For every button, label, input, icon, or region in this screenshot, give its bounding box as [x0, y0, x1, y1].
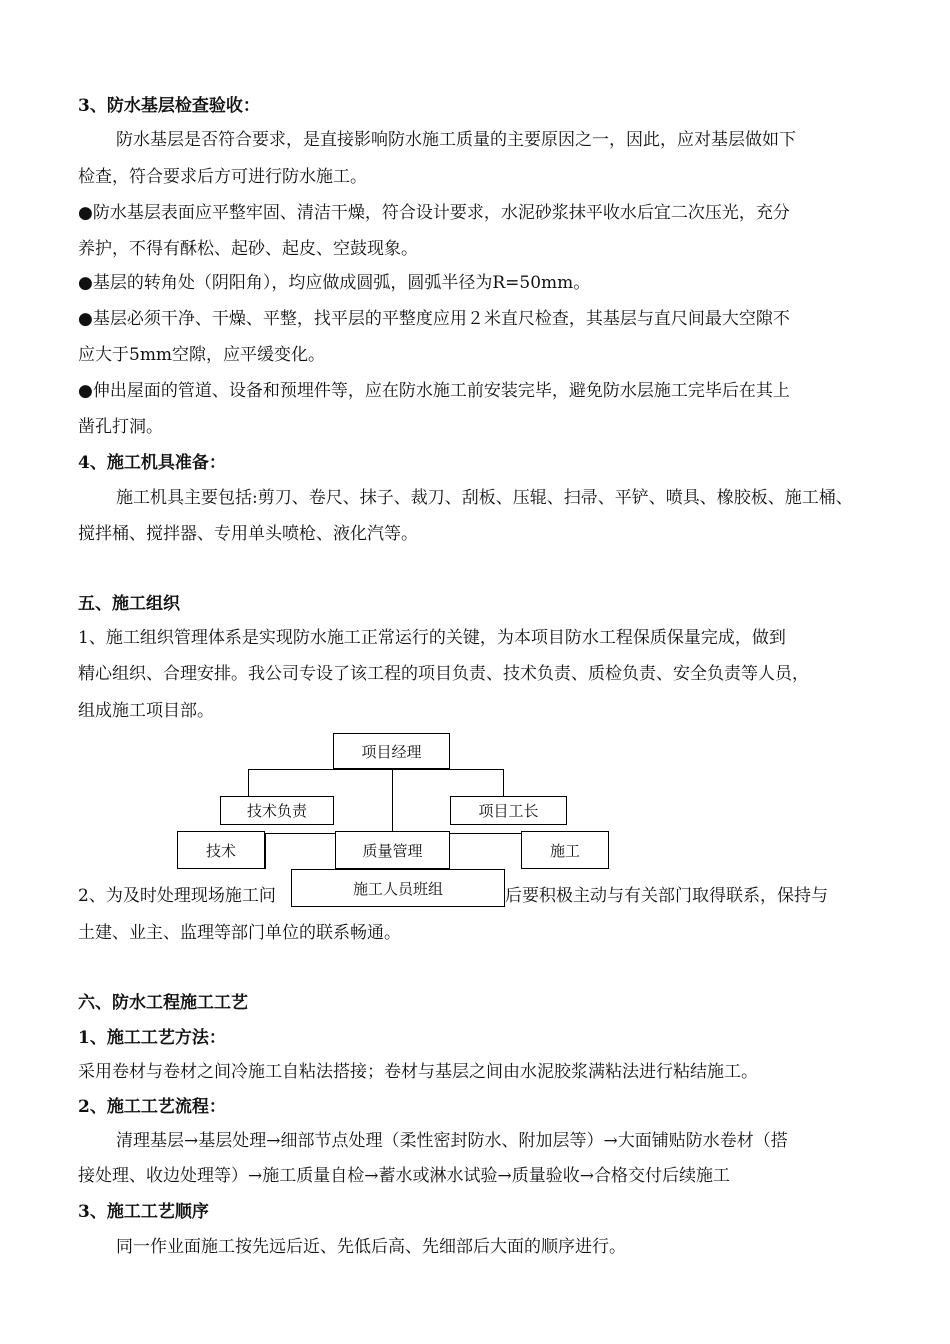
connector-left-drop: [265, 833, 266, 869]
part-5-para-2-right: 后要积极主动与有关部门取得联系，保持与: [505, 886, 828, 906]
section-3-heading: 3、防水基层检查验收：: [78, 96, 260, 116]
bullet-1-line-2: 养护，不得有酥松、起砂、起皮、空鼓现象。: [78, 239, 418, 259]
bullet-4-line-1: ●伸出屋面的管道、设备和预埋件等，应在防水施工前安装完毕，避免防水层施工完毕后在其上: [78, 381, 790, 401]
part-5-heading: 五、施工组织: [78, 594, 180, 614]
part-6-s3-heading: 3、施工工艺顺序: [78, 1202, 209, 1222]
part-5-para-1-line-2: 精心组织、合理安排。我公司专设了该工程的项目负责、技术负责、质检负责、安全负责等人员，: [78, 664, 809, 684]
box-project-manager: 项目经理: [333, 733, 450, 769]
section-3-intro-line-2: 检查，符合要求后方可进行防水施工。: [78, 167, 367, 187]
part-6-s1-text: 采用卷材与卷材之间冷施工自粘法搭接；卷材与基层之间由水泥胶浆满粘法进行粘结施工。: [78, 1062, 758, 1082]
connector-manager-down: [392, 769, 393, 799]
box-quality: 质量管理: [335, 831, 450, 869]
box-tech: 技术: [177, 831, 265, 869]
part-5-para-2-line-2: 土建、业主、监理等部门单位的联系畅通。: [78, 923, 401, 943]
bullet-3-line-2: 应大于5mm空隙，应平缓变化。: [78, 345, 326, 365]
part-6-s1-heading: 1、施工工艺方法：: [78, 1028, 226, 1048]
part-5-para-1-line-1: 1、施工组织管理体系是实现防水施工正常运行的关键，为本项目防水工程保质保量完成，做到: [78, 628, 786, 648]
part-6-s2-heading: 2、施工工艺流程：: [78, 1097, 226, 1117]
bullet-4-line-2: 凿孔打洞。: [78, 417, 163, 437]
part-5-para-2-left: 2、为及时处理现场施工问: [78, 886, 276, 906]
section-4-line-2: 搅拌桶、搅拌器、专用单头喷枪、液化汽等。: [78, 524, 418, 544]
part-6-s2-line-1: 清理基层→基层处理→细部节点处理（柔性密封防水、附加层等）→大面铺贴防水卷材（搭: [116, 1131, 788, 1151]
bullet-1-line-1: ●防水基层表面应平整牢固、清洁干燥，符合设计要求，水泥砂浆抹平收水后宜二次压光，充分: [78, 203, 790, 223]
part-6-s2-line-2: 接处理、收边处理等）→施工质量自检→蓄水或淋水试验→质量验收→合格交付后续施工: [78, 1166, 730, 1186]
connector-to-quality: [392, 799, 393, 833]
connector-to-tech-head: [248, 769, 249, 796]
part-5-para-1-line-3: 组成施工项目部。: [78, 701, 214, 721]
connector-to-foreman: [503, 769, 504, 796]
section-3-intro-line-1: 防水基层是否符合要求，是直接影响防水施工质量的主要原因之一，因此，应对基层做如下: [116, 130, 796, 150]
box-crew: 施工人员班组: [291, 869, 505, 907]
box-foreman: 项目工长: [450, 796, 567, 825]
box-construction: 施工: [521, 831, 609, 869]
section-4-line-1: 施工机具主要包括:剪刀、卷尺、抹子、裁刀、刮板、压辊、扫帚、平铲、喷具、橡胶板、施工桶、: [116, 488, 853, 508]
section-4-heading: 4、施工机具准备：: [78, 453, 226, 473]
box-tech-head: 技术负责: [220, 796, 334, 825]
part-6-s3-text: 同一作业面施工按先远后近、先低后高、先细部后大面的顺序进行。: [116, 1237, 626, 1257]
connector-top-bar: [248, 769, 503, 770]
bullet-3-line-1: ●基层必须干净、干燥、平整，找平层的平整度应用２米直尺检查，其基层与直尺间最大空隙不: [78, 309, 790, 329]
part-6-heading: 六、防水工程施工工艺: [78, 993, 248, 1013]
bullet-2: ●基层的转角处（阴阳角），均应做成圆弧，圆弧半径为R=50mm。: [78, 273, 591, 293]
